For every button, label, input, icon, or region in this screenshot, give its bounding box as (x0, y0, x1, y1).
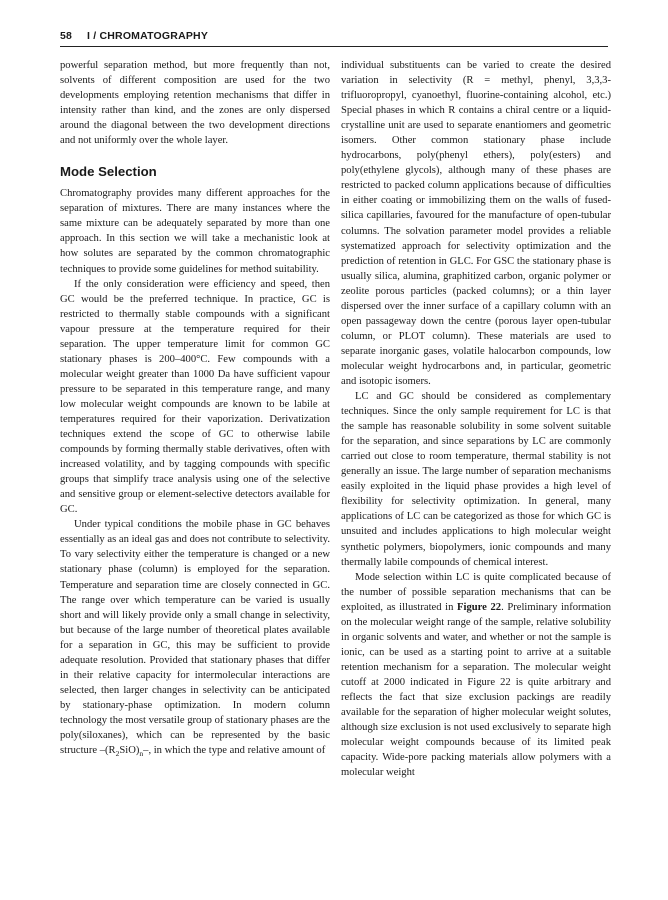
left-column (60, 58, 330, 758)
paragraph: powerful separation method, but more frequently than not, solvents of different composition are used for the two developments employing retention mechanisms that differ in intensity rather than kind, and the zones are only dispersed around the diagonal between the two development directions and not uniformly over the whole layer. (60, 60, 330, 147)
paragraph: LC and GC should be considered as complementary techniques. Since the only sample requirement for LC is that the sample has reasonable solubility in some solvent suitable for the separation, and since separations by LC are commonly carried out close to room temperature, thermal stability is not generally an issue. The large number of separation mechanisms easily exploited in the liquid phase provides a high level of flexibility for selectivity optimization. In general, many applications of LC can be categorized as those for which GC is unsuited and includes applications to high molecular weight synthetic polymers, biopolymers, ionic compounds and many thermally labile compounds of chemical interest. (341, 391, 611, 568)
page-header (60, 30, 608, 46)
paragraph: individual substituents can be varied to create the desired variation in selectivity (R = methyl, phenyl, 3,3,3-trifluoropropyl, cyanoethyl, fluorine-containing alcohol, etc.) Special phases in which R contains a chiral centre or a liquid-crystalline unit are used to separate enantiomers and geometric isomers. Other common stationary phase include hydrocarbons, poly(phenyl ethers), poly(esters) and poly(ethylene glycols), although many of these phases are restricted to packed column applications because of difficulties in either coating or immobilizing them on the walls of fused-silica capillaries, favoured for the manufacture of open-tubular columns. The solvation parameter model provides a reliable systematized approach for selectivity optimization and the prediction of retention in GLC. For GSC the stationary phase is usually silica, alumina, graphitized carbon, organic polymer or zeolite porous particles (packed columns); or a thin layer dispersed over the inner surface of a capillary column with an open passageway down the centre (porous layer open-tubular column, or PLOT column). These materials are used to separate inorganic gases, volatile halocarbon compounds, low molecular weight hydrocarbons and, in particular, geometric and isotopic isomers. (341, 60, 611, 387)
paragraph (60, 517, 330, 758)
right-column (341, 58, 611, 780)
paragraph: Chromatography provides many different approaches for the separation of mixtures. There are many instances where the same mixture can be adequately separated by more than one approach. In this section we will take a mechanistic look at how solutes are separated by the common chromatographic techniques to provide some guidelines for method suitability. (60, 188, 330, 275)
running-title: I / CHROMATOGRAPHY (87, 30, 209, 42)
header-rule (60, 46, 608, 47)
figure-reference[interactable]: Figure 22 (457, 601, 502, 613)
section-heading: Mode Selection (60, 164, 157, 180)
page-number: 58 (60, 30, 73, 42)
paragraph: Mode selection within LC is quite complicated because of the number of possible separation mechanisms that can be exploited, as illustrated in Figure 22. Preliminary information on the molecular weight range of the sample, relative solubility in organic solvents and water, and whether or not the sample is ionic, can be used as a starting point to arrive at a suitable retention mechanism for a separation. The molecular weight cutoff at 2000 indicated in Figure 22 is quite arbitrary and reflects the fact that size exclusion packings are readily available for the separation of higher molecular weight solutes, although size exclusion is not used exclusively to separate high molecular weight compounds because of its limited peak capacity. Wide-pore packing materials allow polymers with a molecular weight (341, 571, 612, 779)
paragraph-text: Under typical conditions the mobile phase in GC behaves essentially as an ideal gas and does not contribute to selectivity. To vary selectivity either the temperature is changed or a new stationary phase (column) is employed for the separation. Temperature and separation time are closely connected in GC. The range over which temperature can be varied is usually short and will likely provide only a small change in selectivity, but because of the large number of theoretical plates available for a separation in GC, this may be sufficient to provide adequate resolution. Provided that stationary phases that differ in their relative capacity for intermolecular interactions are selected, then larger changes in selectivity can be anticipated by stationary-phase optimization. In modern column technology the most versatile group of stationary phases are the poly(siloxanes), which can be represented by the basic structure (60, 519, 330, 757)
formula: $-(R_2SiO)_n-$, in which the type and relative amount of (99, 745, 326, 759)
paragraph: If the only consideration were efficiency and speed, then GC would be the preferred technique. In practice, GC is restricted to thermally stable compounds with a significant vapour pressure at the temperature required for their separation. The upper temperature limit for common GC stationary phases is 200–400°C. Few compounds with a molecular weight greater than 1000 Da have sufficient vapour pressure to be separated in this temperature range, and many low molecular weight compounds are known to be labile at temperatures required for their vaporization. Derivatization techniques extend the scope of GC to otherwise labile compounds by forming thermally stable derivatives, often with increased volatility, and by tagging compounds with specific groups that simplify trace analysis using one of the selective and sensitive group or element-selective detectors available for GC. (60, 278, 330, 516)
